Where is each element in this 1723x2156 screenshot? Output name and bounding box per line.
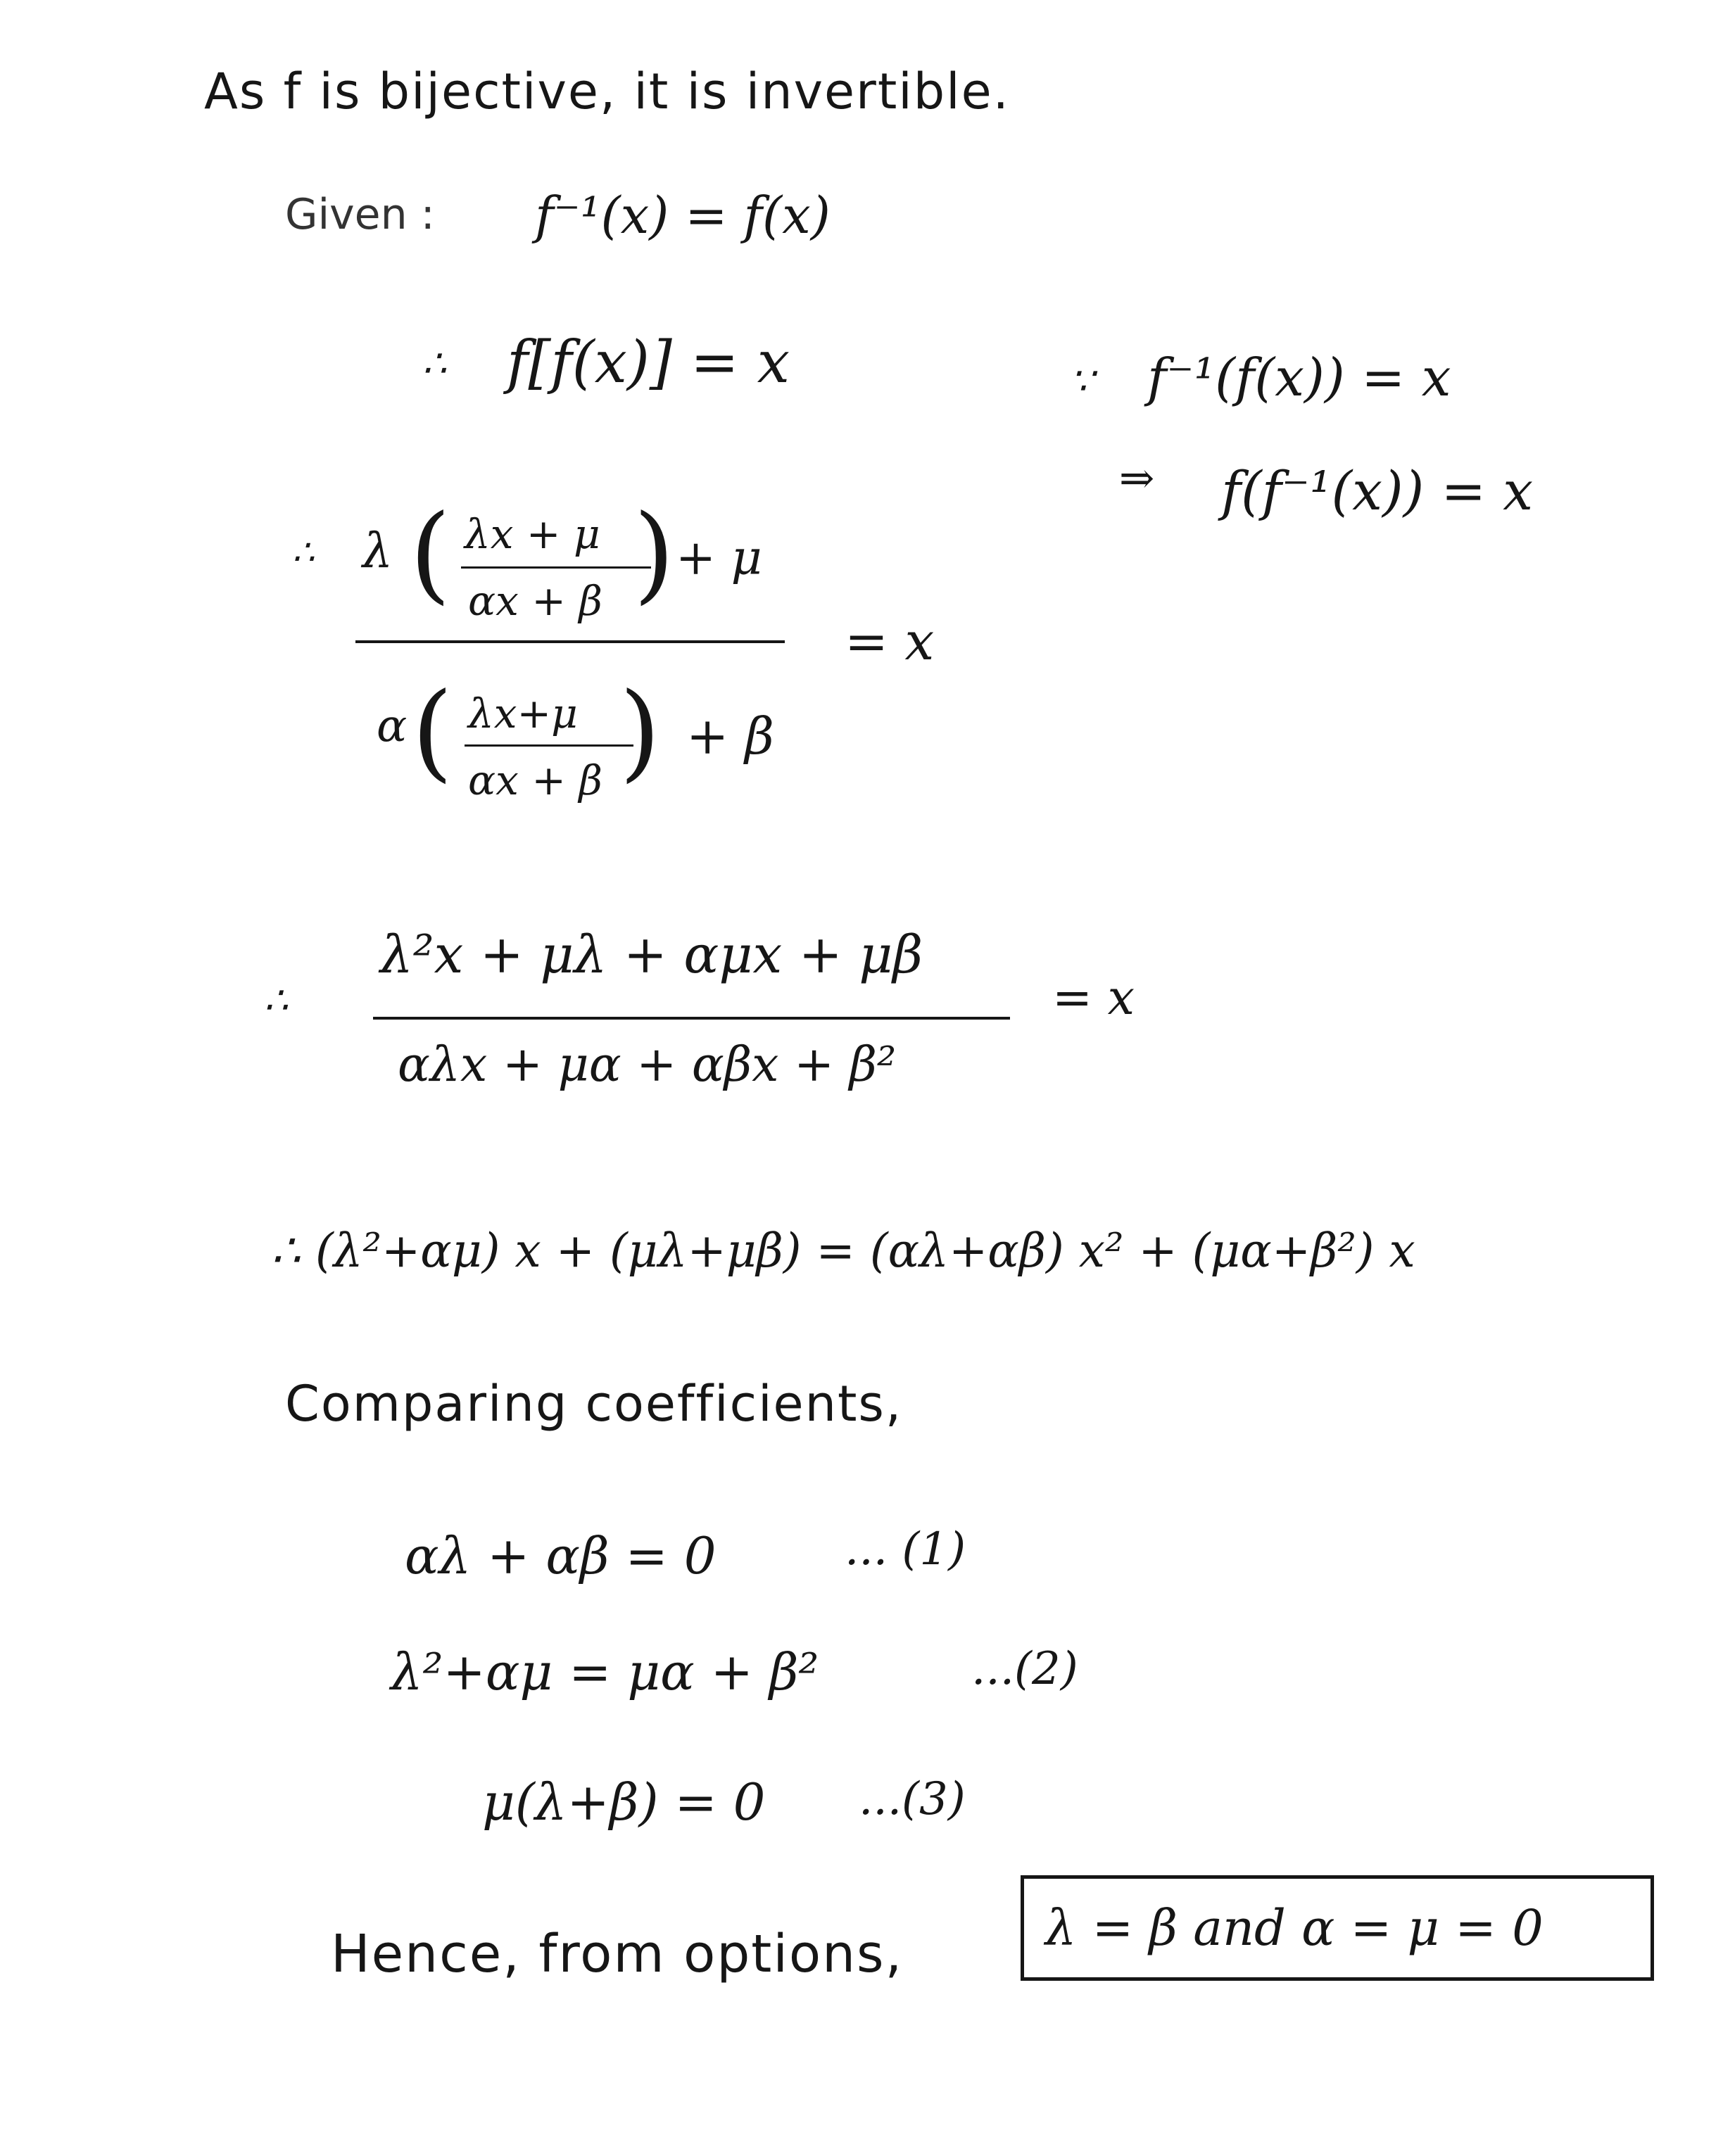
conclusion-lead: Hence, from options, [331,1924,904,1984]
expanded-equation: ∴ (λ²+αμ) x + (μλ+μβ) = (αλ+αβ) x² + (μα+β²) x [271,1224,1415,1278]
answer-box [1021,1875,1654,1981]
simplified-numerator: λ²x + μλ + αμx + μβ [380,925,923,985]
denominator-right-paren: ) [619,671,661,793]
equation-2-tag: ...(2) [971,1643,1078,1695]
given-label: Given : [285,190,435,239]
denominator-coefficient: α [377,700,408,752]
inverse-composition-2: f(f⁻¹(x)) = x [1221,459,1534,522]
denominator-inner-top: λx+μ [468,690,578,737]
therefore-symbol-2: ∴ [292,532,315,573]
numerator-right-paren: ) [633,493,675,615]
inverse-composition-1: f⁻¹(f(x)) = x [1147,348,1451,408]
numerator-left-paren: ( [410,493,451,615]
given-equation: f⁻¹(x) = f(x) [535,186,831,245]
implies-arrow-icon: ⇒ [1119,454,1155,503]
numerator-coefficient: λ [362,524,393,579]
equation-2-expr: λ²+αμ = μα + β² [391,1642,819,1701]
numerator-inner-top: λx + μ [465,510,600,558]
simplified-fraction-bar [373,1017,1010,1020]
denominator-inner-bottom: αx + β [468,756,602,804]
numerator-inner-fraction-bar [461,566,651,569]
therefore-symbol-1: ∴ [422,341,447,386]
therefore-symbol-3: ∴ [264,978,289,1022]
intro-statement: As f is bijective, it is invertible. [204,63,1010,120]
denominator-left-paren: ( [412,671,453,793]
equation-1-tag: ... (1) [845,1523,966,1575]
final-answer: λ = β and α = μ = 0 [1045,1899,1544,1957]
equation-3-tag: ...(3) [859,1773,966,1825]
equation-3-expr: μ(λ+β) = 0 [482,1773,766,1832]
composition-equation: f[f(x)] = x [507,329,790,396]
main-fraction-bar [355,640,785,643]
big-fraction-rhs: = x [845,611,935,672]
simplified-denominator: αλx + μα + αβx + β² [398,1037,897,1093]
numerator-tail: + μ [676,531,762,586]
denominator-inner-fraction-bar [465,744,633,747]
comparing-heading: Comparing coefficients, [285,1375,903,1433]
simplified-rhs: = x [1052,970,1135,1026]
because-symbol: ∵ [1070,359,1094,403]
denominator-tail: + β [686,706,774,766]
numerator-inner-bottom: αx + β [468,577,602,625]
equation-1-expr: αλ + αβ = 0 [405,1526,717,1585]
